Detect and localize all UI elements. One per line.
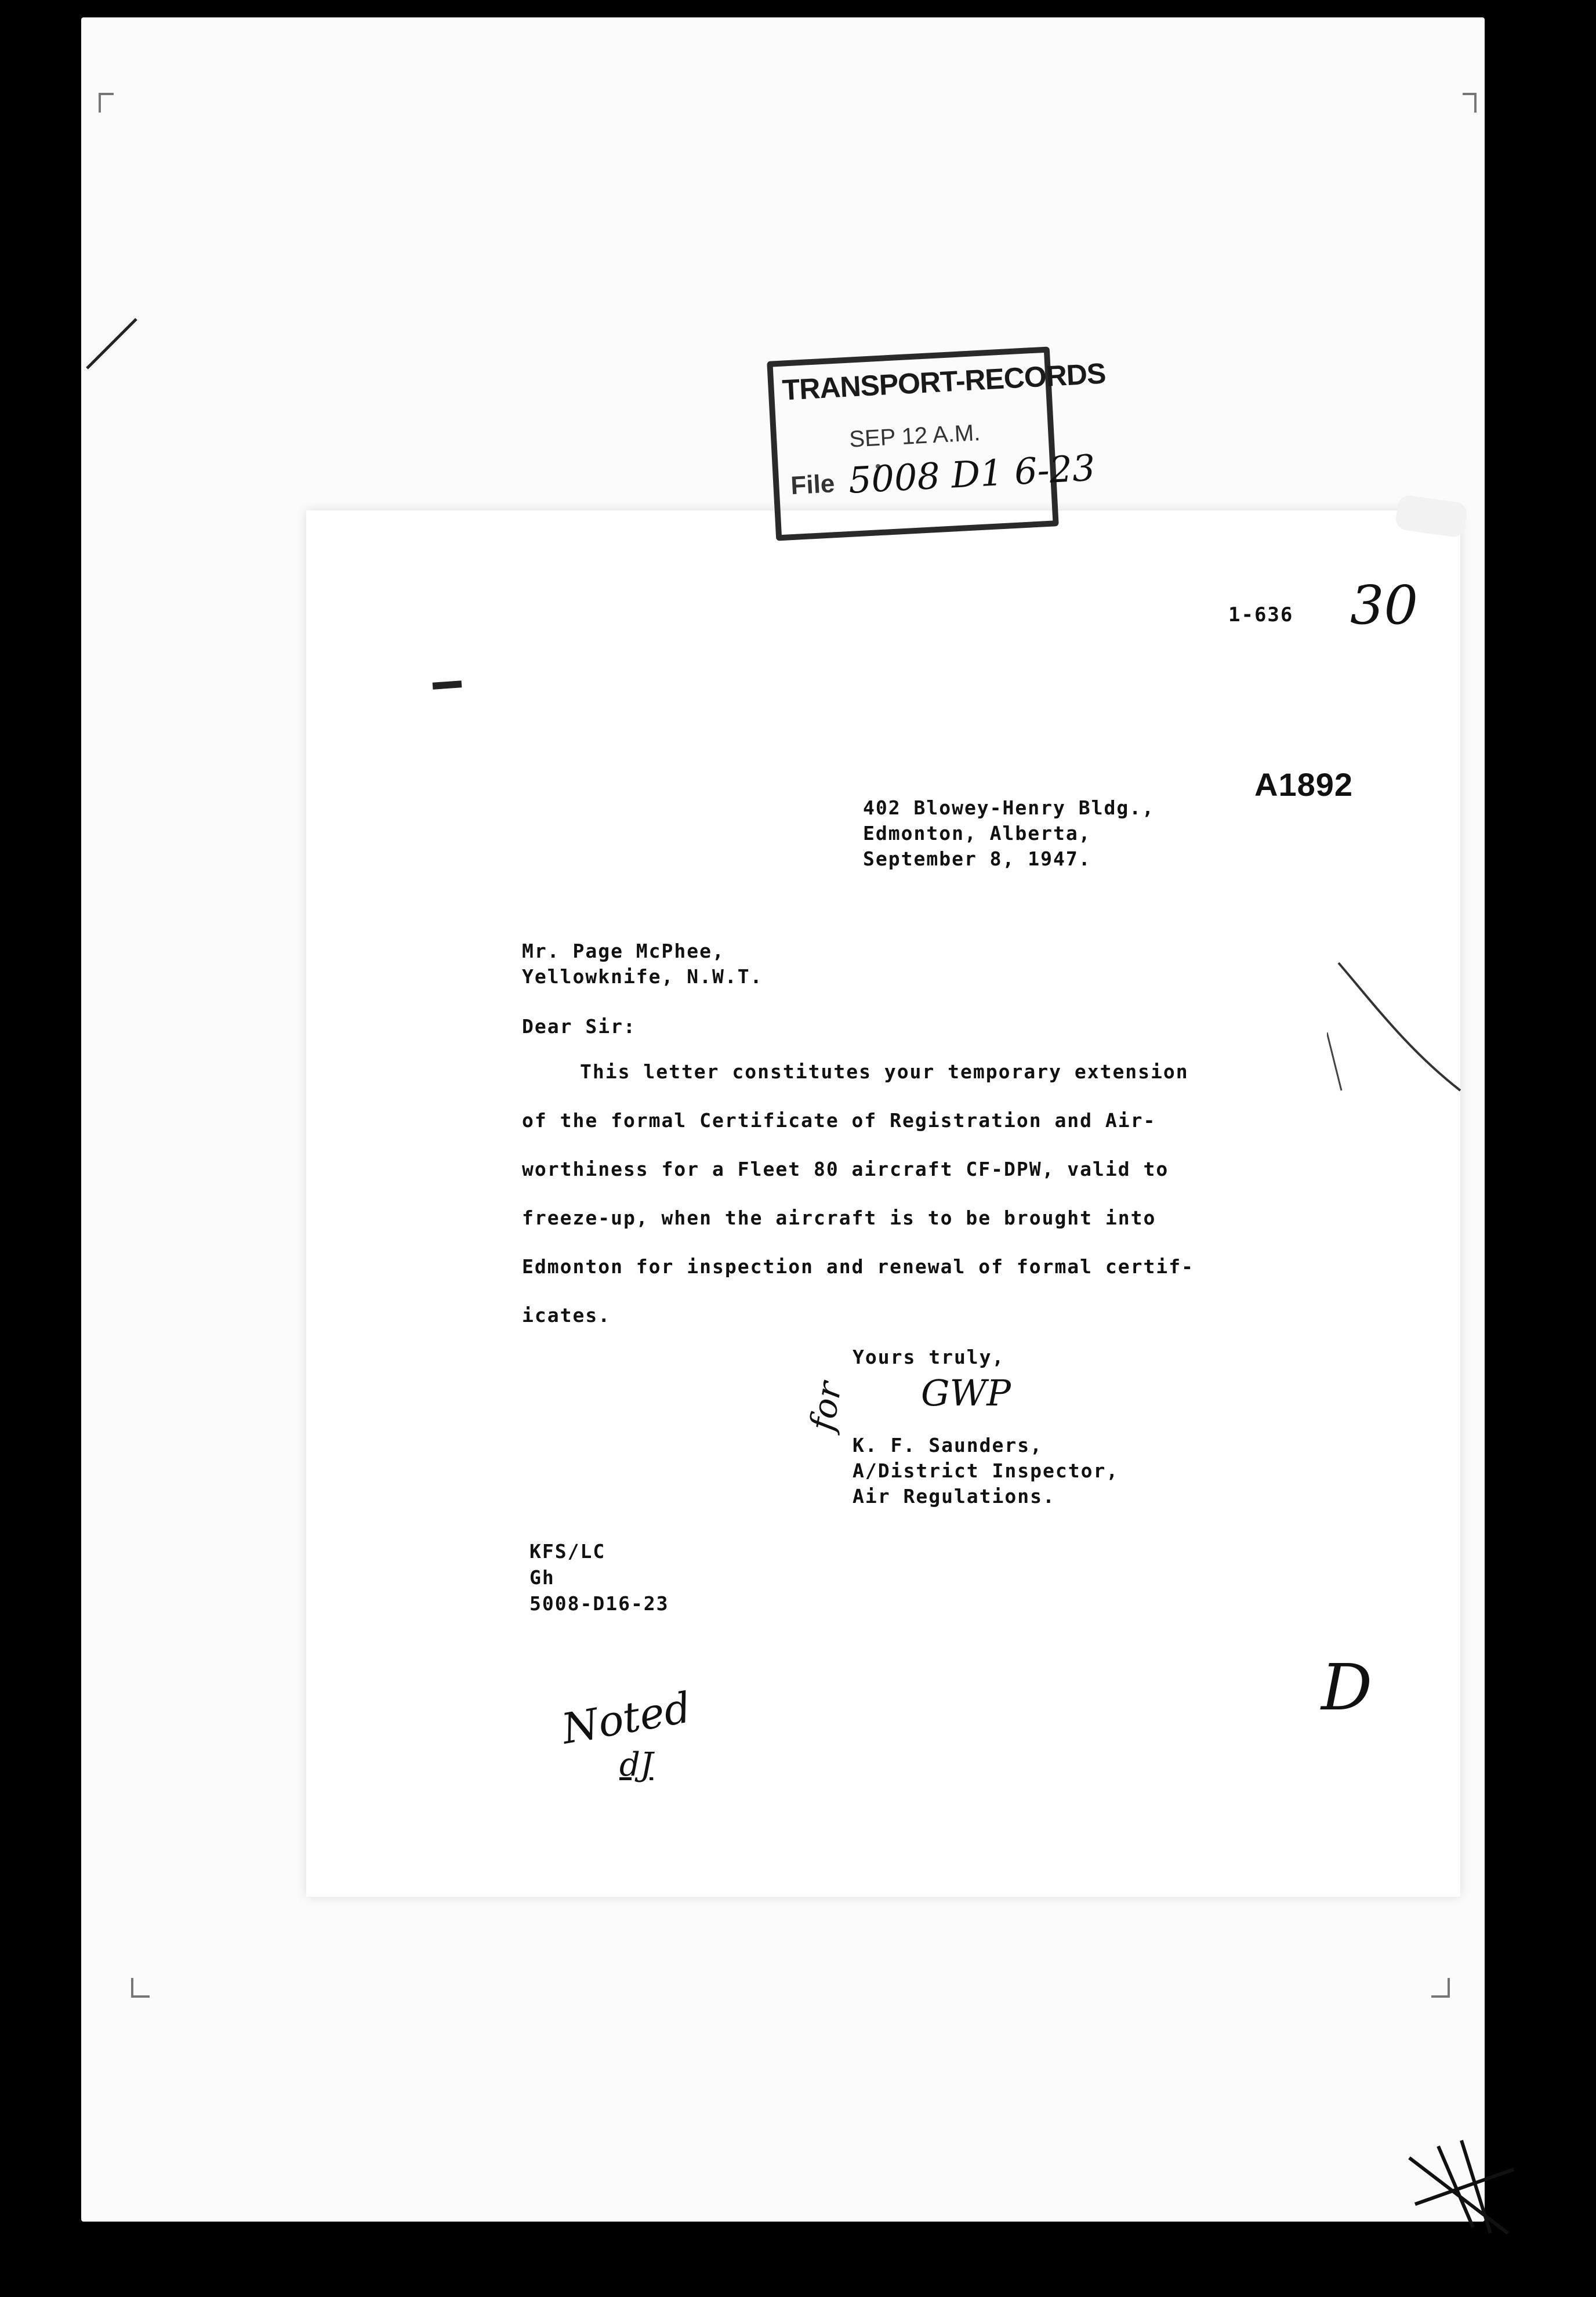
handwritten-page-number: 30 xyxy=(1350,574,1419,636)
transport-records-stamp xyxy=(767,346,1107,541)
address-line: Edmonton, Alberta, xyxy=(863,822,1091,845)
scratch-mark xyxy=(81,307,151,377)
salutation: Dear Sir: xyxy=(522,1015,636,1038)
crop-mark-bottom-left xyxy=(131,1978,150,1998)
crop-mark-top-right xyxy=(1463,93,1477,113)
address-date: September 8, 1947. xyxy=(863,847,1091,870)
crop-mark-bottom-right xyxy=(1431,1978,1450,1998)
document-number: A1892 xyxy=(1254,766,1354,803)
stamp-date: SEP 12 A.M. xyxy=(848,419,981,452)
signature-initials: GWP xyxy=(921,1372,1011,1414)
reference-file-number: 5008-D16-23 xyxy=(529,1592,669,1615)
stamp-file-label: File xyxy=(790,469,836,501)
letter-page xyxy=(306,510,1460,1897)
address-line: 402 Blowey-Henry Bldg., xyxy=(863,796,1155,819)
noted-initials: dJ xyxy=(619,1746,654,1784)
stamp-title: TRANSPORT-RECORDS xyxy=(781,357,1107,407)
stamp-file-number: 5008 D1 6-23 xyxy=(847,446,1097,502)
margin-dash-mark xyxy=(433,680,462,689)
recipient-location: Yellowknife, N.W.T. xyxy=(522,965,763,988)
signatory-department: Air Regulations. xyxy=(853,1485,1055,1508)
body-line: freeze-up, when the aircraft is to be brought into xyxy=(522,1207,1156,1229)
corner-reference-mark: 1-636 xyxy=(1228,603,1294,626)
pen-stroke-marks xyxy=(1327,951,1478,1102)
reference-initials: KFS/LC xyxy=(529,1540,606,1563)
signature-prefix: for xyxy=(802,1379,850,1434)
recipient-name: Mr. Page McPhee, xyxy=(522,940,725,962)
margin-annotation: D xyxy=(1321,1650,1373,1724)
crop-mark-top-left xyxy=(99,93,114,113)
reference-code: Gh xyxy=(529,1566,555,1589)
body-line: of the formal Certificate of Registration and Air- xyxy=(522,1109,1156,1132)
closing: Yours truly, xyxy=(853,1346,1005,1368)
signatory-name: K. F. Saunders, xyxy=(853,1434,1043,1457)
body-line: icates. xyxy=(522,1304,611,1327)
noted-annotation: Noted xyxy=(558,1683,695,1753)
body-line: worthiness for a Fleet 80 aircraft CF-DPW, valid to xyxy=(522,1158,1169,1180)
film-artifact xyxy=(1403,2135,1519,2239)
body-line: Edmonton for inspection and renewal of formal certif- xyxy=(522,1255,1194,1278)
signatory-title: A/District Inspector, xyxy=(853,1459,1119,1482)
body-line: This letter constitutes your temporary extension xyxy=(580,1060,1189,1083)
